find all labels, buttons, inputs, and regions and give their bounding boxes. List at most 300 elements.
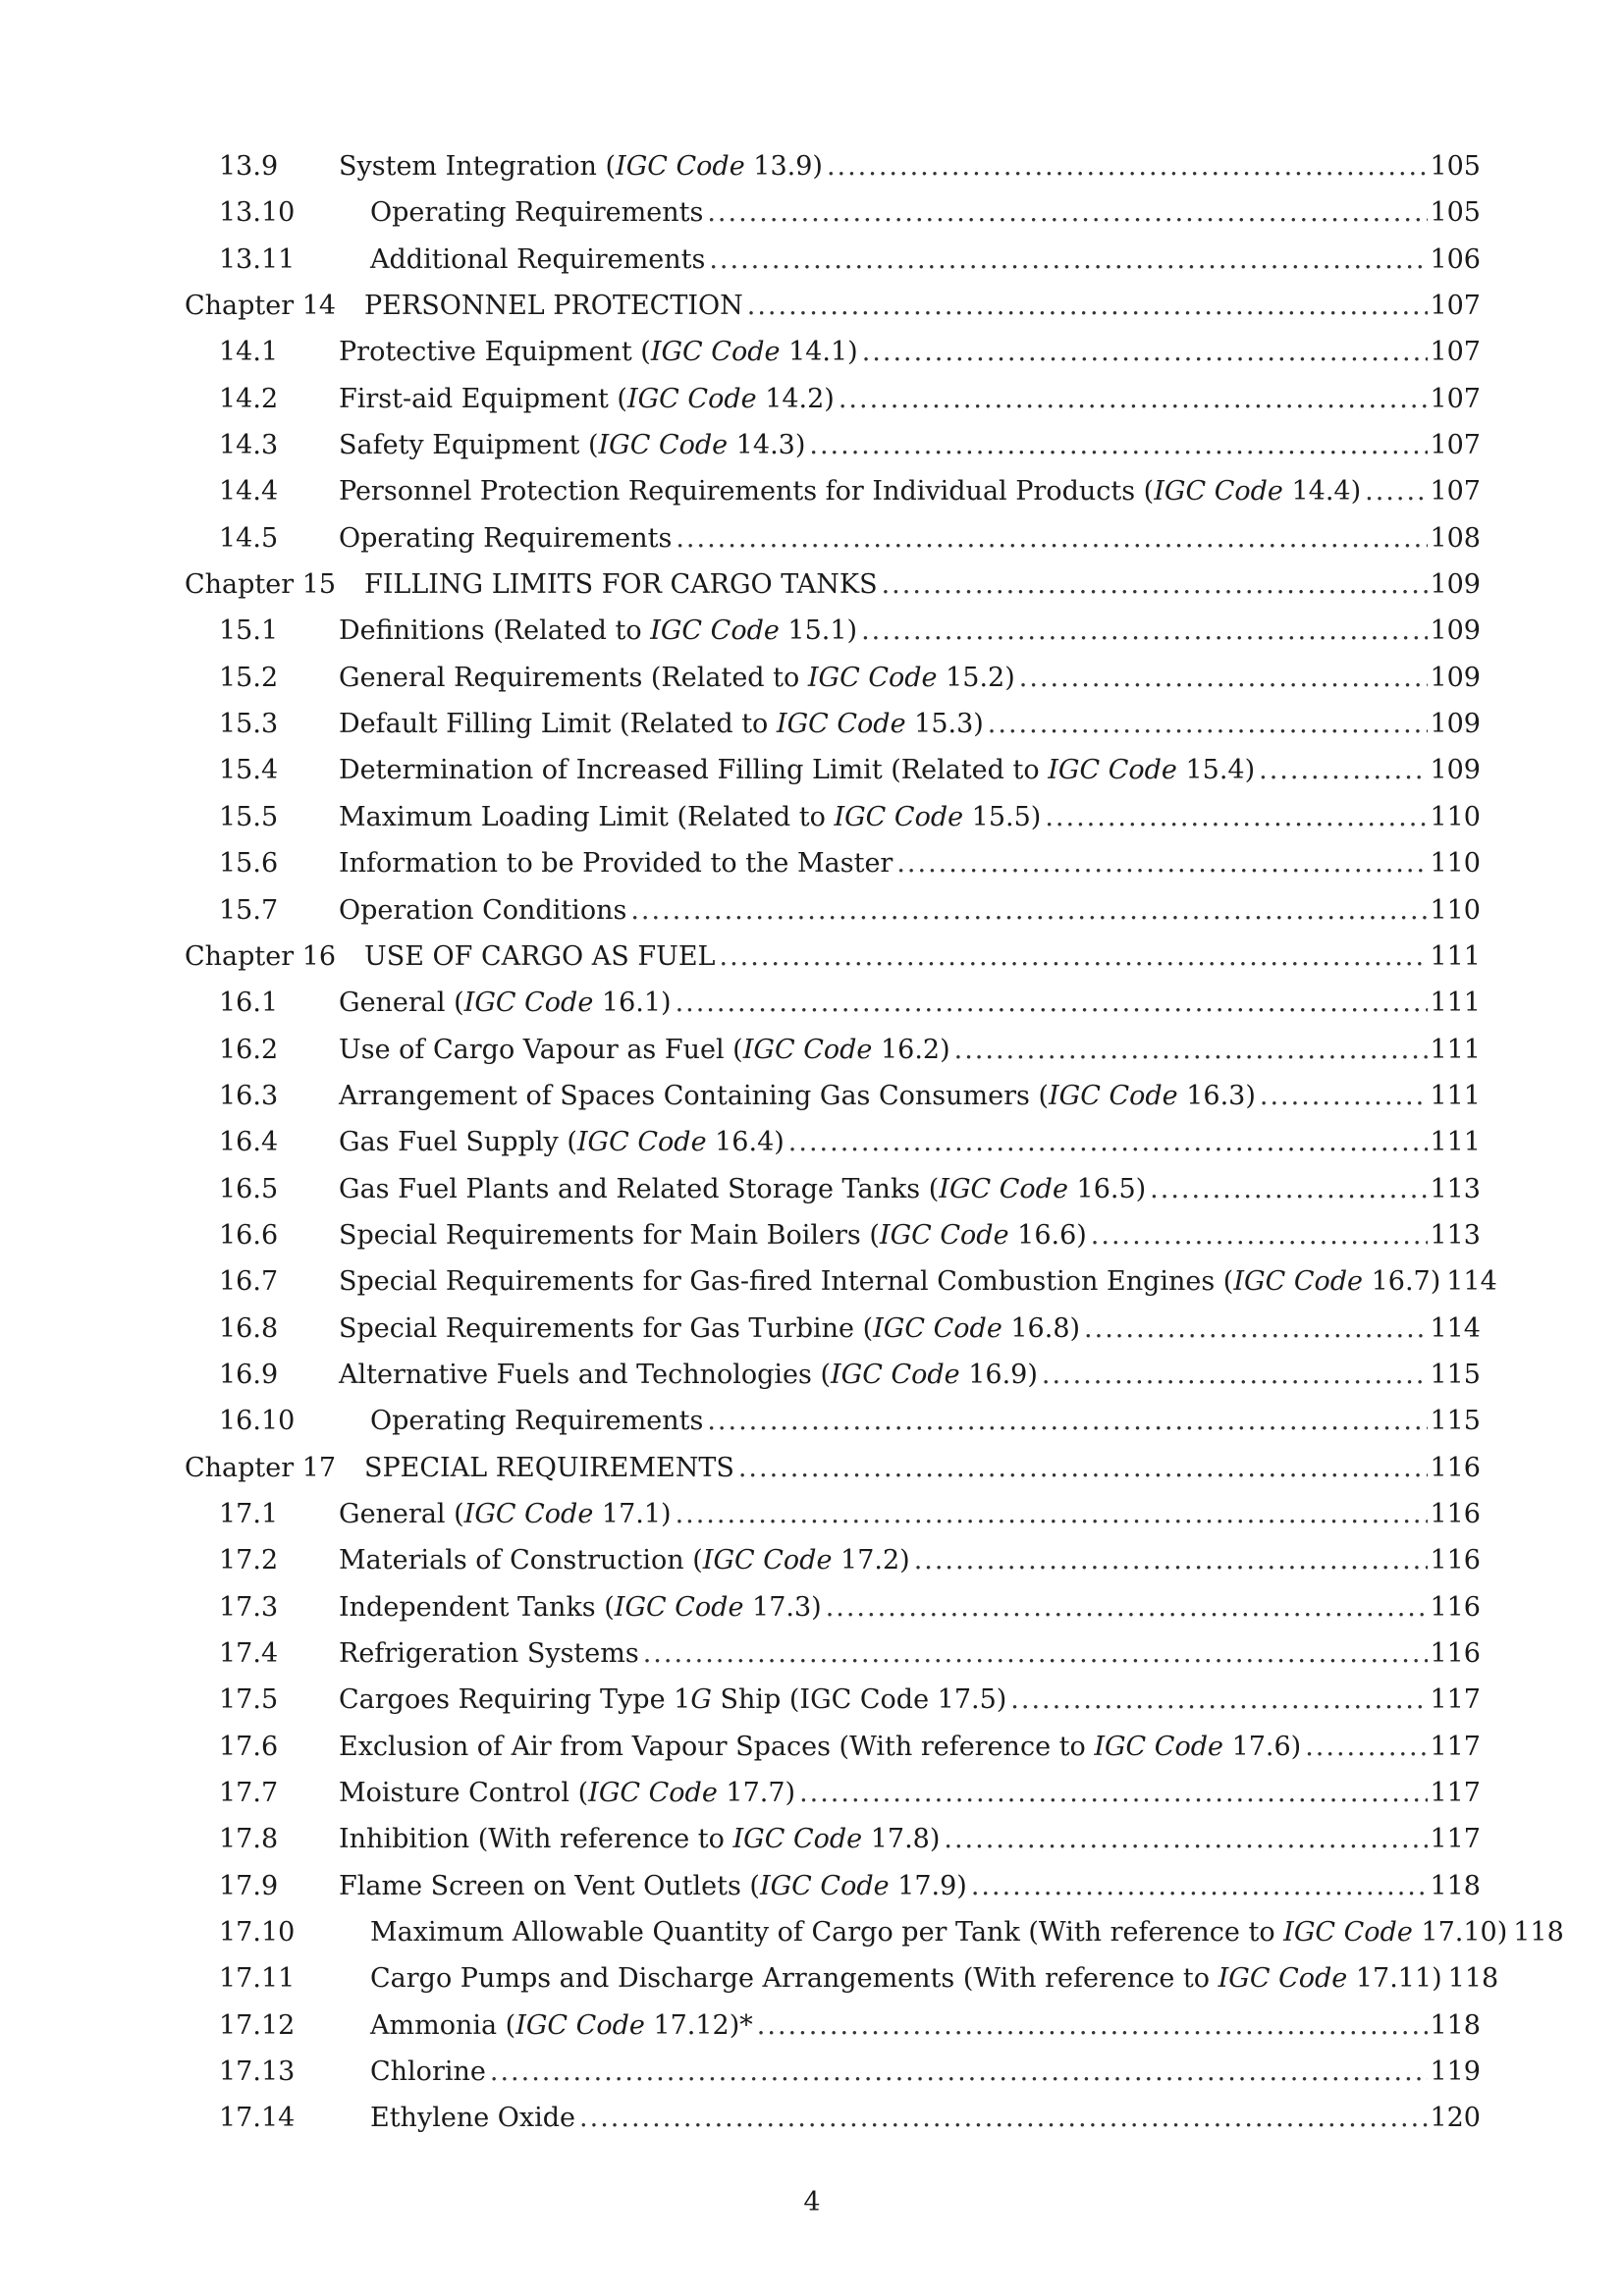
toc-dot-leader <box>579 2103 1428 2133</box>
toc-code-reference: IGC Code <box>939 1173 1068 1204</box>
toc-entry-number: 17.7 <box>219 1778 279 1809</box>
toc-section-row[interactable] <box>185 2010 1481 2056</box>
toc-chapter-row[interactable] <box>185 941 1481 988</box>
toc-title-text: Alternative Fuels and Technologies ( <box>339 1359 831 1390</box>
toc-dot-leader <box>676 1499 1429 1529</box>
toc-entry-title <box>339 1360 1042 1390</box>
toc-title-text: Chlorine <box>370 2056 486 2088</box>
toc-page-number: 115 <box>1430 1359 1481 1390</box>
toc-page-number: 118 <box>1430 1870 1481 1901</box>
toc-entry-number: 15.3 <box>219 709 279 740</box>
toc-dot-leader <box>707 197 1428 228</box>
toc-page-number: 117 <box>1430 1778 1481 1809</box>
toc-entry-number: 14.4 <box>219 476 279 507</box>
toc-title-suffix: 14.1) <box>780 337 858 368</box>
toc-title-text: Flame Screen on Vent Outlets ( <box>339 1870 760 1901</box>
toc-title-suffix: 14.2) <box>756 383 835 414</box>
toc-title-suffix: 17.12)* <box>644 2009 753 2041</box>
toc-entry-title <box>339 1313 1084 1344</box>
toc-page-number: 115 <box>1430 1406 1481 1437</box>
toc-title-text: Default Filling Limit (Related to <box>339 709 777 740</box>
toc-entry-title <box>339 430 809 460</box>
toc-title-suffix: 15.1) <box>779 615 858 647</box>
toc-entry-title <box>339 1592 826 1623</box>
toc-entry-number: Chapter 14 <box>185 291 337 322</box>
toc-page-number: 110 <box>1430 801 1481 832</box>
toc-title-suffix: 17.9) <box>889 1870 967 1901</box>
toc-section-row[interactable] <box>185 523 1481 569</box>
toc-entry-number: 16.9 <box>219 1359 279 1390</box>
toc-dot-leader <box>799 1778 1428 1808</box>
toc-entry-title <box>370 244 709 275</box>
toc-section-row[interactable] <box>185 1871 1481 1917</box>
table-of-contents <box>185 151 1564 2150</box>
toc-entry-number: 17.10 <box>219 1917 296 1949</box>
toc-dot-leader <box>747 291 1429 321</box>
toc-title-suffix: 17.6) <box>1222 1731 1302 1762</box>
toc-page-number: 107 <box>1430 383 1481 414</box>
toc-title-text: Operating Requirements <box>339 522 673 554</box>
toc-code-reference: IGC Code <box>515 2009 645 2041</box>
toc-code-reference: IGC Code <box>576 1127 707 1158</box>
toc-title-text: Moisture Control ( <box>339 1778 589 1809</box>
toc-page-number: 108 <box>1430 522 1481 554</box>
toc-code-reference: IGC Code <box>650 615 780 647</box>
toc-code-reference: IGC Code <box>742 1034 873 1065</box>
toc-title-suffix: 16.5) <box>1067 1173 1147 1204</box>
toc-section-row[interactable] <box>185 1684 1481 1731</box>
toc-title-suffix: 16.9) <box>959 1359 1038 1390</box>
toc-entry-number: 13.9 <box>219 151 279 182</box>
toc-title-text: Refrigeration Systems <box>339 1638 639 1669</box>
toc-title-text: Inhibition (With reference to <box>339 1824 733 1855</box>
toc-section-row[interactable] <box>185 709 1481 755</box>
toc-title-text: Protective Equipment ( <box>339 337 651 368</box>
toc-entry-number: 17.1 <box>219 1498 279 1529</box>
toc-chapter-row[interactable] <box>185 569 1481 615</box>
toc-page-number: 117 <box>1430 1684 1481 1716</box>
toc-title-text: Exclusion of Air from Vapour Spaces (With reference to <box>339 1731 1095 1762</box>
toc-page-number: 116 <box>1430 1545 1481 1576</box>
toc-section-row[interactable] <box>185 663 1481 709</box>
toc-dot-leader <box>1042 1360 1429 1390</box>
toc-entry-number: 17.2 <box>219 1545 279 1576</box>
toc-entry-title <box>370 1917 1511 1948</box>
toc-title-text: Ethylene Oxide <box>370 2103 576 2134</box>
toc-dot-leader <box>490 2056 1429 2087</box>
toc-page-number: 106 <box>1430 243 1481 275</box>
toc-code-reference: IGC Code <box>588 1778 718 1809</box>
toc-title-text: Maximum Allowable Quantity of Cargo per Tank (With reference to <box>370 1917 1284 1949</box>
toc-section-row[interactable] <box>185 1545 1481 1591</box>
toc-section-row[interactable] <box>185 1220 1481 1266</box>
toc-title-suffix: 17.1) <box>593 1498 672 1529</box>
toc-title-suffix: 16.6) <box>1008 1219 1087 1251</box>
toc-title-text: Arrangement of Spaces Containing Gas Consumers ( <box>339 1080 1049 1111</box>
toc-section-row[interactable] <box>185 848 1481 894</box>
toc-code-reference: IGC Code <box>1218 1963 1348 1995</box>
toc-section-row[interactable] <box>185 1406 1481 1452</box>
toc-entry-number: 15.2 <box>219 662 279 693</box>
toc-entry-title <box>339 1220 1091 1251</box>
toc-dot-leader <box>709 244 1428 275</box>
toc-entry-title <box>364 1453 738 1483</box>
toc-code-reference: IGC Code <box>732 1824 863 1855</box>
toc-title-text: Ammonia ( <box>370 2009 516 2041</box>
toc-entry-number: 16.2 <box>219 1034 279 1065</box>
toc-page-number: 109 <box>1430 569 1481 601</box>
toc-section-row[interactable] <box>185 1174 1481 1220</box>
toc-title-text: PERSONNEL PROTECTION <box>364 291 743 322</box>
toc-section-row[interactable] <box>185 2056 1481 2103</box>
toc-entry-number: 14.1 <box>219 337 279 368</box>
toc-section-row[interactable] <box>185 1778 1481 1824</box>
toc-title-text: Special Requirements for Main Boilers ( <box>339 1219 880 1251</box>
toc-entry-number: 16.8 <box>219 1312 279 1344</box>
toc-dot-leader <box>827 151 1429 182</box>
toc-title-suffix: 17.2) <box>832 1545 910 1576</box>
toc-section-row[interactable] <box>185 895 1481 941</box>
toc-code-reference: IGC Code <box>873 1312 1002 1344</box>
toc-dot-leader <box>676 988 1429 1018</box>
toc-dot-leader <box>988 709 1429 739</box>
toc-page-number: 109 <box>1430 755 1481 786</box>
toc-dot-leader <box>914 1545 1429 1575</box>
toc-title-suffix: 14.3) <box>728 430 806 461</box>
toc-entry-number: 17.13 <box>219 2056 296 2088</box>
toc-entry-title <box>370 1963 1446 1994</box>
toc-code-reference: IGC Code <box>614 1591 744 1623</box>
toc-section-row[interactable] <box>185 1963 1499 2009</box>
toc-title-suffix: 13.9) <box>744 151 823 182</box>
toc-title-suffix: 15.5) <box>963 801 1042 832</box>
toc-chapter-row[interactable] <box>185 291 1481 337</box>
toc-dot-leader <box>1010 1684 1428 1715</box>
toc-entry-title <box>339 1871 971 1901</box>
toc-dot-leader <box>643 1638 1429 1669</box>
toc-entry-number: Chapter 17 <box>185 1452 337 1483</box>
toc-dot-leader <box>1091 1220 1429 1251</box>
toc-page-number: 109 <box>1430 662 1481 693</box>
toc-page-number: 116 <box>1430 1498 1481 1529</box>
toc-page-number: 105 <box>1430 197 1481 229</box>
toc-title-text: Independent Tanks ( <box>339 1591 615 1623</box>
toc-entry-title <box>339 337 862 367</box>
toc-section-row[interactable] <box>185 615 1481 662</box>
toc-dot-leader <box>757 2010 1429 2041</box>
toc-page-number: 107 <box>1430 430 1481 461</box>
toc-title-suffix: 16.8) <box>1001 1312 1081 1344</box>
toc-entry-title <box>339 1266 1444 1297</box>
toc-section-row[interactable] <box>185 1592 1481 1638</box>
toc-page-number: 120 <box>1430 2103 1481 2134</box>
toc-entry-title <box>339 1732 1305 1762</box>
toc-dot-leader <box>839 384 1429 414</box>
toc-entry-number: 15.1 <box>219 615 279 647</box>
toc-title-text: Information to be Provided to the Master <box>339 848 893 880</box>
toc-title-suffix: 16.3) <box>1177 1080 1256 1111</box>
toc-title-text: SPECIAL REQUIREMENTS <box>364 1452 734 1483</box>
toc-section-row[interactable] <box>185 1499 1481 1545</box>
toc-title-text: General Requirements (Related to <box>339 662 808 693</box>
toc-dot-leader <box>1365 476 1428 507</box>
toc-dot-leader <box>826 1592 1429 1623</box>
toc-title-text: Cargoes Requiring Type 1 <box>339 1684 691 1716</box>
toc-dot-leader <box>862 337 1429 367</box>
toc-section-row[interactable] <box>185 1127 1481 1173</box>
toc-title-text: General ( <box>339 988 464 1019</box>
toc-entry-title <box>339 1638 643 1669</box>
toc-entry-number: 17.12 <box>219 2009 296 2041</box>
toc-section-row[interactable] <box>185 151 1481 197</box>
toc-section-row[interactable] <box>185 1732 1481 1778</box>
toc-page-number: 109 <box>1430 615 1481 647</box>
toc-title-text: Operation Conditions <box>339 894 627 926</box>
toc-code-reference: IGC Code <box>759 1870 890 1901</box>
toc-title-suffix: 16.7) <box>1363 1266 1441 1298</box>
toc-title-suffix: 14.4) <box>1282 476 1362 507</box>
toc-dot-leader <box>1019 663 1429 693</box>
toc-section-row[interactable] <box>185 244 1481 291</box>
toc-entry-title <box>339 1824 944 1854</box>
toc-entry-number: 16.4 <box>219 1127 279 1158</box>
toc-entry-title <box>370 1406 707 1436</box>
toc-page-number: 118 <box>1447 1963 1499 1995</box>
toc-title-text: Additional Requirements <box>370 243 706 275</box>
toc-entry-title <box>364 569 882 600</box>
toc-title-text: Operating Requirements <box>370 1406 704 1437</box>
toc-section-row[interactable] <box>185 2103 1481 2149</box>
toc-dot-leader <box>1305 1732 1428 1762</box>
toc-page-number: 119 <box>1430 2056 1481 2088</box>
toc-entry-title <box>370 197 707 228</box>
toc-title-text: Determination of Increased Filling Limit (Related to <box>339 755 1049 786</box>
toc-code-reference: IGC Code <box>831 1359 960 1390</box>
toc-page-number: 116 <box>1430 1452 1481 1483</box>
toc-title-text: Special Requirements for Gas Turbine ( <box>339 1312 874 1344</box>
toc-dot-leader <box>707 1406 1428 1436</box>
toc-title-suffix: 16.2) <box>872 1034 950 1065</box>
toc-section-row[interactable] <box>185 802 1481 848</box>
toc-entry-number: 15.6 <box>219 848 279 880</box>
toc-entry-title <box>339 895 630 926</box>
toc-section-row[interactable] <box>185 1266 1497 1312</box>
toc-entry-title <box>364 291 747 321</box>
toc-entry-number: 13.10 <box>219 197 296 229</box>
toc-code-reference: IGC Code <box>1094 1731 1223 1762</box>
page-number: 4 <box>803 2187 821 2217</box>
toc-code-reference: IGC Code <box>702 1545 833 1576</box>
toc-section-row[interactable] <box>185 1824 1481 1870</box>
toc-page-number: 114 <box>1430 1312 1481 1344</box>
toc-entry-number: 17.4 <box>219 1638 279 1669</box>
toc-code-reference: IGC Code <box>776 709 906 740</box>
toc-page-number: 118 <box>1513 1917 1564 1949</box>
toc-dot-leader <box>954 1035 1429 1065</box>
toc-section-row[interactable] <box>185 1917 1564 1963</box>
toc-dot-leader <box>1045 802 1428 832</box>
toc-title-suffix: 17.10) <box>1412 1917 1508 1949</box>
toc-entry-number: 14.3 <box>219 430 279 461</box>
toc-dot-leader <box>861 615 1428 646</box>
toc-title-text: Special Requirements for Gas-fired Internal Combustion Engines ( <box>339 1266 1234 1298</box>
toc-page-number: 117 <box>1430 1731 1481 1762</box>
toc-section-row[interactable] <box>185 1313 1481 1360</box>
toc-dot-leader <box>788 1127 1429 1157</box>
toc-page-number: 111 <box>1430 940 1481 972</box>
toc-code-reference: IGC Code <box>650 337 781 368</box>
toc-page-number: 111 <box>1430 1127 1481 1158</box>
toc-title-text: First-aid Equipment ( <box>339 383 627 414</box>
toc-entry-number: Chapter 15 <box>185 569 337 601</box>
toc-title-suffix: 16.1) <box>593 988 672 1019</box>
toc-page-number: 116 <box>1430 1638 1481 1669</box>
toc-entry-title <box>339 1545 914 1575</box>
toc-section-row[interactable] <box>185 384 1481 430</box>
toc-page-number: 107 <box>1430 476 1481 507</box>
toc-title-text: Gas Fuel Supply ( <box>339 1127 577 1158</box>
toc-entry-number: 14.2 <box>219 383 279 414</box>
toc-code-reference: IGC Code <box>879 1219 1009 1251</box>
toc-entry-number: 17.8 <box>219 1824 279 1855</box>
toc-code-reference: IGC Code <box>834 801 964 832</box>
toc-code-reference: IGC Code <box>598 430 729 461</box>
toc-title-suffix: 17.11) <box>1347 1963 1442 1995</box>
toc-entry-number: 16.7 <box>219 1266 279 1298</box>
toc-dot-leader <box>971 1871 1429 1901</box>
toc-page-number: 111 <box>1430 1034 1481 1065</box>
toc-entry-title <box>339 663 1019 693</box>
toc-entry-title <box>339 615 861 646</box>
toc-dot-leader <box>1150 1174 1428 1204</box>
toc-code-reference: IGC Code <box>807 662 938 693</box>
toc-entry-title <box>370 2103 579 2133</box>
toc-section-row[interactable] <box>185 1035 1481 1081</box>
toc-entry-number: 17.9 <box>219 1870 279 1901</box>
toc-section-row[interactable] <box>185 1360 1481 1406</box>
toc-page-number: 114 <box>1446 1266 1497 1298</box>
toc-section-row[interactable] <box>185 337 1481 383</box>
toc-dot-leader <box>1084 1313 1428 1344</box>
toc-entry-number: 16.6 <box>219 1219 279 1251</box>
toc-entry-title <box>339 1035 954 1065</box>
toc-title-text: Personnel Protection Requirements for Individual Products ( <box>339 476 1155 507</box>
toc-section-row[interactable] <box>185 430 1481 476</box>
toc-entry-title <box>339 1174 1150 1204</box>
toc-title-text: Gas Fuel Plants and Related Storage Tanks ( <box>339 1173 940 1204</box>
toc-entry-number: 17.5 <box>219 1684 279 1716</box>
toc-entry-number: 17.3 <box>219 1591 279 1623</box>
toc-entry-number: 15.7 <box>219 894 279 926</box>
toc-page-number: 110 <box>1430 848 1481 880</box>
toc-dot-leader <box>738 1453 1429 1483</box>
toc-page-number: 107 <box>1430 337 1481 368</box>
toc-title-text: FILLING LIMITS FOR CARGO TANKS <box>364 569 878 601</box>
toc-dot-leader <box>1259 755 1428 785</box>
toc-title-suffix: 16.4) <box>706 1127 785 1158</box>
toc-title-text: USE OF CARGO AS FUEL <box>364 940 716 972</box>
toc-entry-number: 16.1 <box>219 988 279 1019</box>
toc-entry-title <box>339 1499 676 1529</box>
toc-code-reference: IGC Code <box>1154 476 1283 507</box>
toc-page-number: 107 <box>1430 291 1481 322</box>
toc-title-text: Use of Cargo Vapour as Fuel ( <box>339 1034 743 1065</box>
toc-entry-number: 13.11 <box>219 243 296 275</box>
toc-section-row[interactable] <box>185 1638 1481 1684</box>
toc-section-row[interactable] <box>185 1081 1481 1127</box>
toc-entry-number: 16.5 <box>219 1173 279 1204</box>
toc-entry-number: 16.3 <box>219 1080 279 1111</box>
toc-dot-leader <box>882 569 1429 600</box>
toc-title-text: Materials of Construction ( <box>339 1545 703 1576</box>
toc-code-reference: G <box>690 1684 712 1716</box>
toc-entry-number: 17.11 <box>219 1963 296 1995</box>
toc-dot-leader <box>896 848 1428 879</box>
toc-entry-number: 14.5 <box>219 522 279 554</box>
toc-section-row[interactable] <box>185 988 1481 1034</box>
toc-entry-number: 16.10 <box>219 1406 296 1437</box>
toc-entry-title <box>339 476 1365 507</box>
toc-entry-title <box>339 848 896 879</box>
toc-code-reference: IGC Code <box>463 1498 594 1529</box>
toc-entry-number: 15.5 <box>219 801 279 832</box>
toc-dot-leader <box>676 523 1428 554</box>
toc-entry-number: Chapter 16 <box>185 940 337 972</box>
toc-page-number: 116 <box>1430 1591 1481 1623</box>
toc-entry-title <box>339 755 1259 785</box>
toc-section-row[interactable] <box>185 197 1481 243</box>
toc-section-row[interactable] <box>185 476 1481 522</box>
toc-title-text: Maximum Loading Limit (Related to <box>339 801 835 832</box>
toc-entry-title <box>370 2056 490 2087</box>
toc-dot-leader <box>809 430 1428 460</box>
toc-title-text: Operating Requirements <box>370 197 704 229</box>
toc-chapter-row[interactable] <box>185 1453 1481 1499</box>
toc-code-reference: IGC Code <box>616 151 745 182</box>
toc-title-text: Definitions (Related to <box>339 615 651 647</box>
toc-entry-title <box>339 1684 1010 1715</box>
toc-page-number: 117 <box>1430 1824 1481 1855</box>
toc-title-suffix: 15.2) <box>937 662 1015 693</box>
toc-entry-title <box>370 2010 757 2041</box>
toc-entry-title <box>339 1081 1260 1111</box>
toc-title-text: System Integration ( <box>339 151 617 182</box>
toc-entry-number: 15.4 <box>219 755 279 786</box>
toc-page-number: 110 <box>1430 894 1481 926</box>
toc-title-suffix: 17.8) <box>862 1824 941 1855</box>
toc-code-reference: IGC Code <box>1233 1266 1363 1298</box>
toc-entry-title <box>364 941 719 972</box>
toc-entry-title <box>339 802 1045 832</box>
toc-entry-number: 17.6 <box>219 1731 279 1762</box>
toc-code-reference: IGC Code <box>1048 755 1177 786</box>
toc-code-reference: IGC Code <box>463 988 594 1019</box>
toc-code-reference: IGC Code <box>1049 1080 1178 1111</box>
toc-section-row[interactable] <box>185 755 1481 801</box>
toc-dot-leader <box>1260 1081 1429 1111</box>
toc-entry-number: 17.14 <box>219 2103 296 2134</box>
toc-page-number: 111 <box>1430 1080 1481 1111</box>
toc-title-suffix: 15.4) <box>1176 755 1256 786</box>
toc-entry-title <box>339 1778 799 1808</box>
toc-dot-leader <box>719 941 1428 972</box>
toc-page-number: 105 <box>1430 151 1481 182</box>
toc-entry-title <box>339 151 827 182</box>
toc-entry-title <box>339 1127 788 1157</box>
toc-dot-leader <box>630 895 1428 926</box>
toc-code-reference: IGC Code <box>626 383 757 414</box>
toc-title-suffix: 15.3) <box>905 709 984 740</box>
